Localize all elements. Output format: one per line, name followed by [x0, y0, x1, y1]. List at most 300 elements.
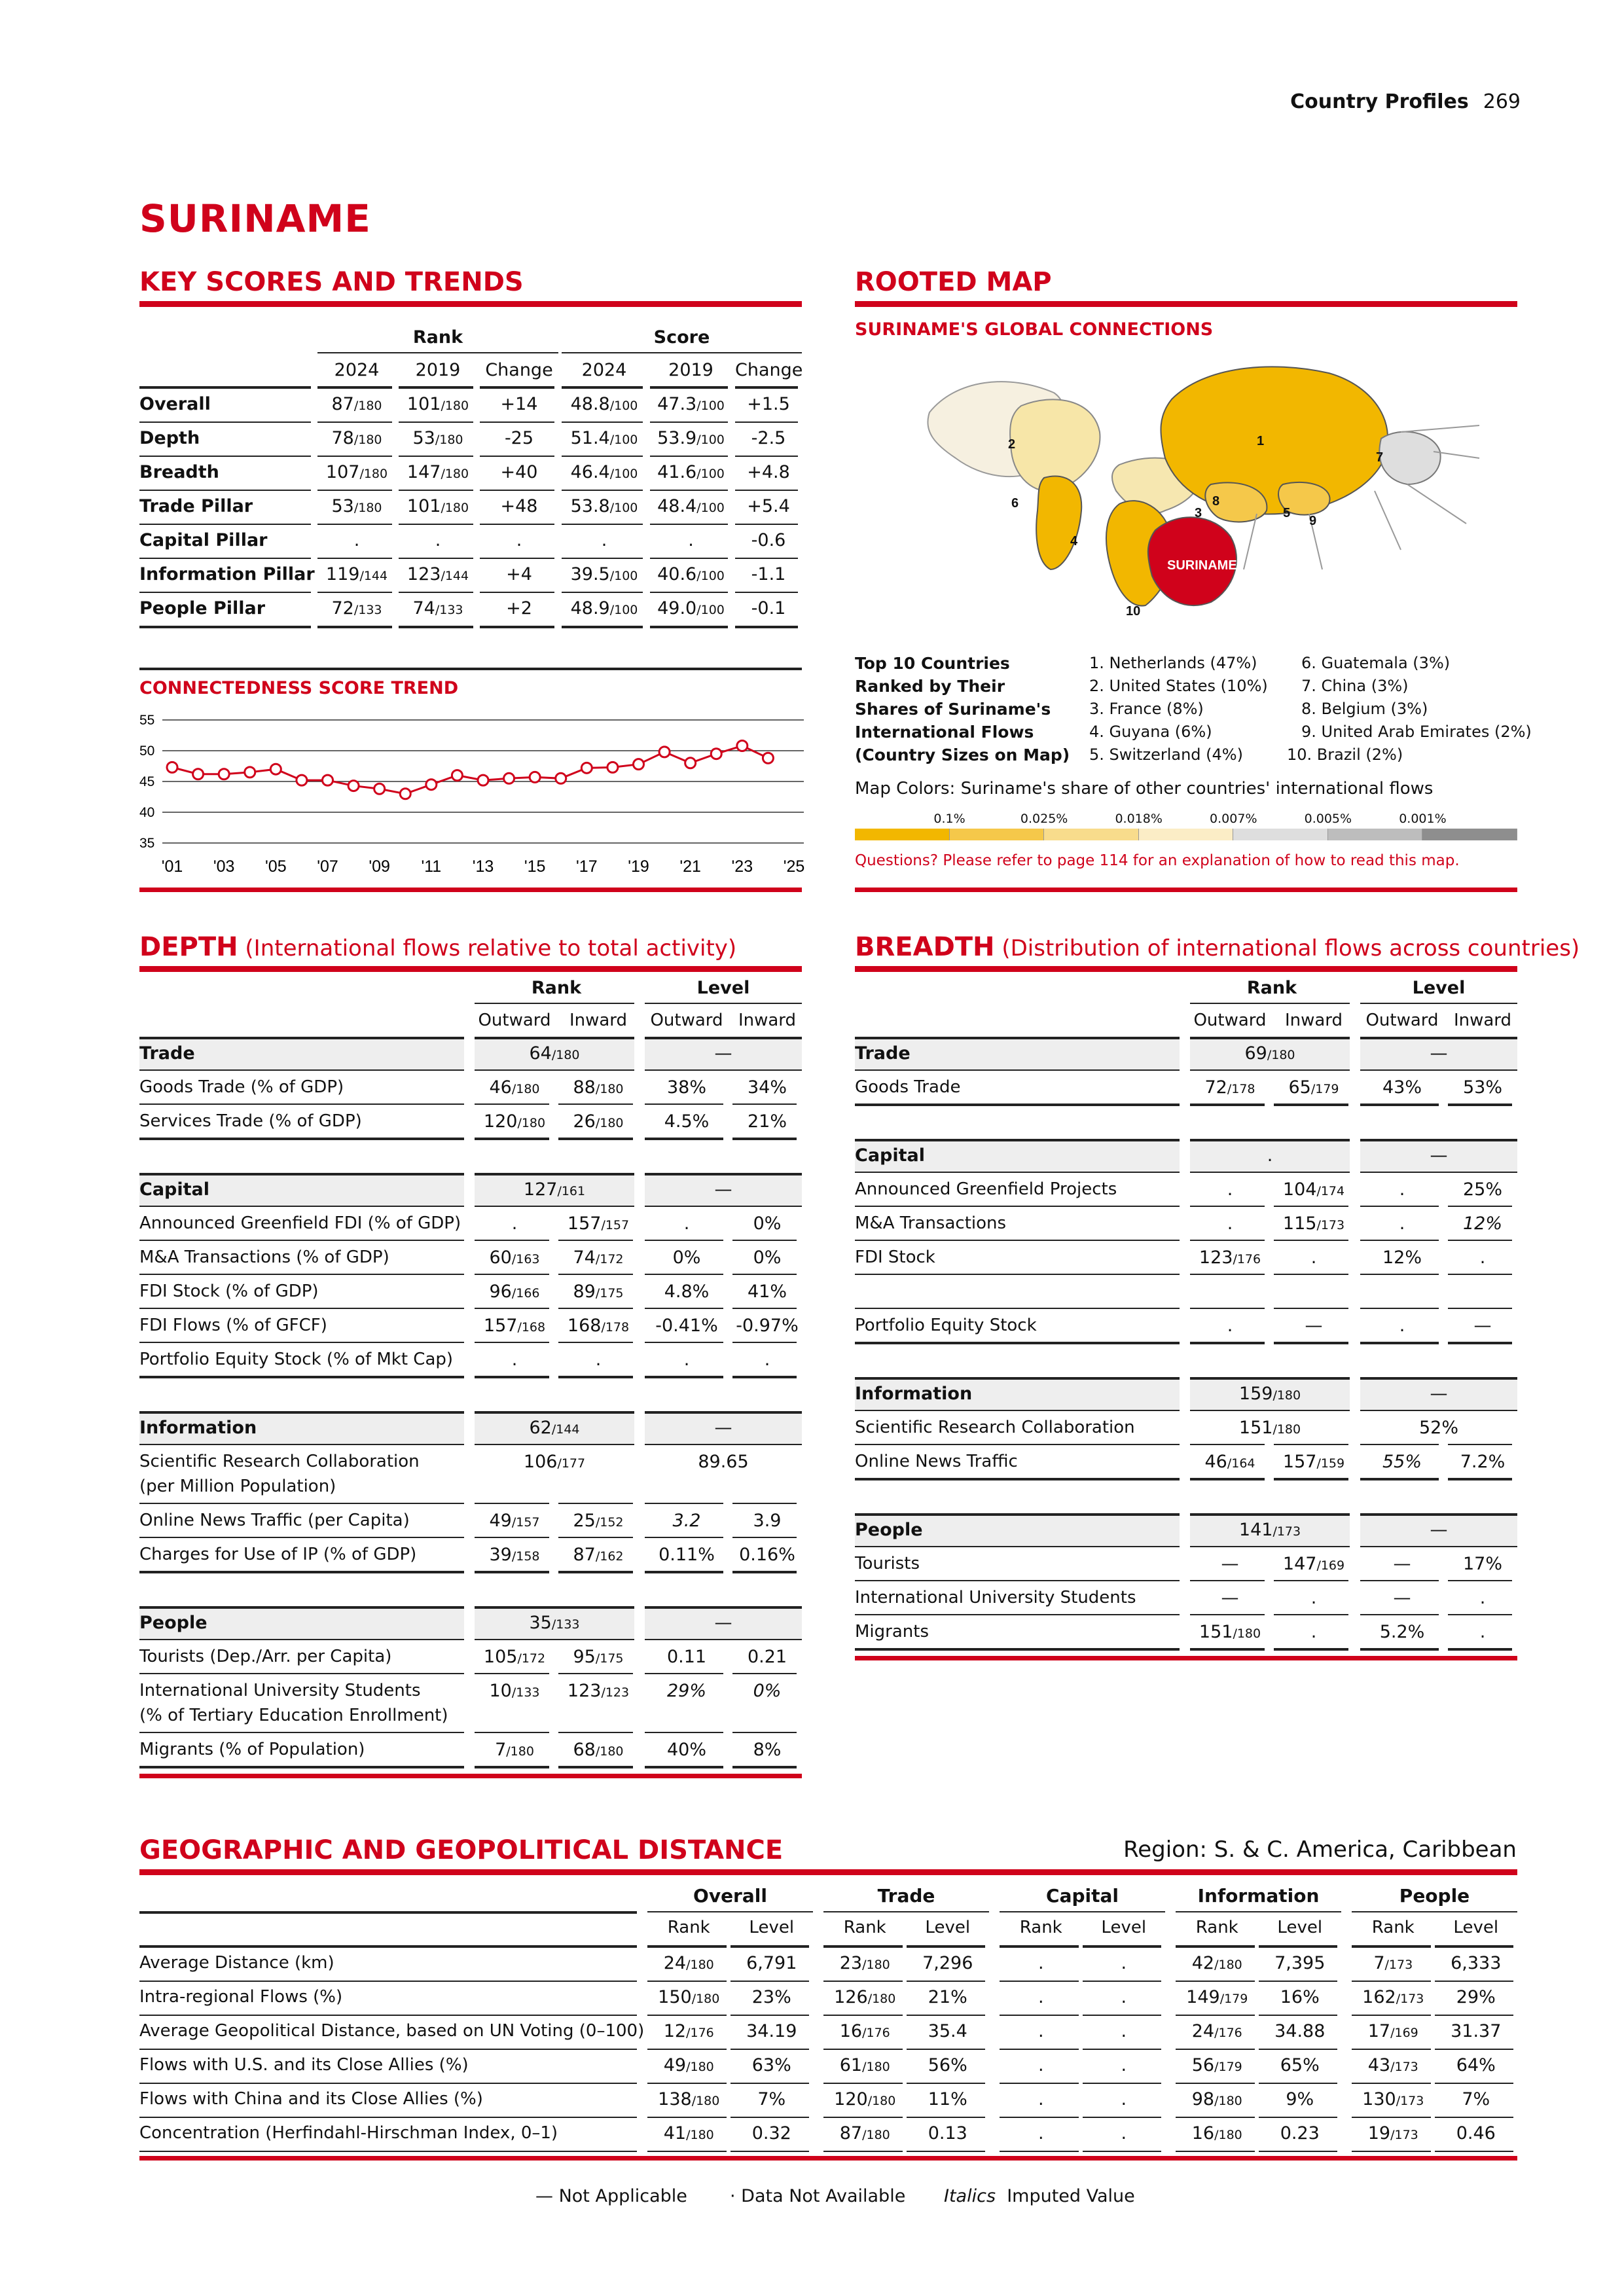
rule: [1360, 1206, 1439, 1207]
geo-cell-value: 150: [658, 1987, 692, 2007]
indicator-label: Charges for Use of IP (% of GDP): [139, 1545, 417, 1564]
level-inward: [732, 1511, 802, 1531]
level-inward: [1448, 1247, 1517, 1268]
rule: [1352, 2049, 1431, 2050]
rule: [907, 1945, 986, 1948]
merged-level: 52%: [1418, 1418, 1458, 1438]
rule: [855, 1580, 1180, 1581]
score-cell-denominator: /180: [441, 501, 469, 515]
level-inward-value: 53%: [1462, 1077, 1502, 1098]
rank-outward: [1190, 1452, 1270, 1472]
rule: [1190, 1003, 1350, 1004]
geo-cell: [731, 2055, 814, 2075]
level-outward: [645, 1350, 729, 1370]
rank-inward-denominator: /173: [1316, 1218, 1345, 1232]
rank-outward: [1190, 1588, 1270, 1608]
rule: [1448, 1240, 1512, 1241]
score-cell: [399, 564, 477, 584]
rule: [732, 1537, 797, 1538]
rule: [139, 2049, 637, 2050]
rule: [731, 2049, 810, 2050]
rule: [647, 2049, 727, 2050]
geo-cell-value: 34.88: [1274, 2021, 1326, 2041]
group-level: —: [1430, 1145, 1448, 1166]
score-cell-denominator: /180: [353, 433, 382, 447]
rule: [1000, 2015, 1079, 2016]
rank-inward-denominator: /123: [601, 1685, 630, 1700]
rule: [562, 386, 643, 389]
score-cell: [650, 564, 732, 584]
rank-inward-value: 89: [573, 1282, 596, 1302]
geo-cell-value: .: [1121, 2123, 1127, 2144]
level-outward: [645, 1740, 729, 1760]
rule: [475, 1103, 549, 1105]
page-header: [1290, 90, 1521, 113]
geo-cell-value: 0.13: [928, 2123, 967, 2144]
rank-inward-value: 157: [1282, 1452, 1317, 1472]
y-tick-label: 40: [139, 805, 155, 820]
depth-title: [139, 932, 736, 962]
rule: [139, 1206, 464, 1207]
geo-cell: [1176, 2089, 1259, 2109]
rank-outward: [475, 1545, 554, 1565]
trend-point: [504, 773, 514, 783]
rule: [1435, 2083, 1514, 2084]
geo-cell-value: 120: [834, 2089, 868, 2109]
rank-outward-denominator: /157: [511, 1515, 540, 1530]
depth-table: [139, 978, 802, 1803]
top10-list-left: [1089, 652, 1268, 766]
rank-inward-denominator: /180: [595, 1744, 624, 1759]
score-cell: [650, 428, 732, 448]
rank-outward: [475, 1740, 554, 1760]
rule: [139, 524, 311, 525]
score-cell-value: 40.6: [657, 564, 697, 584]
rule: [139, 2015, 637, 2016]
level-inward-value: 0%: [753, 1247, 782, 1268]
column-header: 2019: [415, 360, 461, 380]
rule: [139, 490, 311, 491]
score-cell: [399, 598, 477, 619]
score-cell: [317, 530, 396, 550]
indicator-label: Tourists: [855, 1554, 920, 1573]
rule: [1274, 1614, 1348, 1615]
rank-inward-value: 123: [567, 1681, 602, 1701]
rank-inward: [558, 1350, 638, 1370]
rule: [475, 1503, 549, 1504]
column-header: Outward: [1365, 1011, 1439, 1030]
group-rank-denominator: /180: [1272, 1388, 1301, 1403]
column-header: Change: [735, 360, 803, 380]
section-rule: [855, 1656, 1517, 1660]
geo-cell: [1259, 2123, 1342, 2144]
rank-outward-value: 46: [489, 1077, 512, 1098]
geo-cell-value: 16%: [1280, 1987, 1320, 2007]
level-outward-value: —: [1393, 1588, 1411, 1608]
trend-point: [323, 775, 333, 785]
rule: [475, 1003, 634, 1004]
rule: [1352, 1911, 1517, 1912]
top10-label-line: Shares of Suriname's: [855, 700, 1051, 719]
geo-cell-denominator: /180: [867, 1992, 896, 2006]
top10-item: 2. United States (10%): [1089, 677, 1268, 695]
rule: [1176, 1911, 1341, 1912]
rule: [1083, 2049, 1162, 2050]
rule: [317, 626, 392, 628]
geo-cell: [1352, 1987, 1435, 2007]
level-outward-value: .: [683, 1350, 690, 1370]
rule: [731, 2015, 810, 2016]
geo-cell: [1435, 1987, 1518, 2007]
rule: [1190, 1069, 1350, 1071]
geo-cell-value: 11%: [928, 2089, 967, 2109]
rule: [562, 592, 643, 593]
score-cell-value: 41.6: [657, 462, 697, 482]
rank-outward-denominator: /166: [511, 1286, 540, 1300]
score-cell: [650, 462, 732, 482]
rank-inward-value: 26: [573, 1111, 596, 1132]
geo-cell: [1435, 2021, 1518, 2041]
score-cell-value: +1.5: [747, 394, 790, 414]
rule: [647, 2151, 727, 2152]
scale-label: 0.007%: [1210, 812, 1257, 826]
rule: [139, 1069, 464, 1071]
score-cell: [650, 530, 732, 550]
rule: [907, 2015, 986, 2016]
score-cell: [317, 462, 396, 482]
rule: [855, 1274, 1180, 1275]
rule: [1190, 1206, 1265, 1207]
rule: [399, 386, 473, 389]
rule: [139, 1240, 464, 1241]
score-cell: [735, 394, 802, 414]
indicator-label: FDI Stock: [855, 1247, 935, 1267]
geo-cell: [823, 1953, 907, 1973]
rule: [399, 558, 473, 559]
rule: [731, 1945, 810, 1948]
rule: [645, 1639, 802, 1640]
geo-cell-value: 9%: [1286, 2089, 1314, 2109]
rule: [139, 626, 311, 628]
trend-point: [219, 769, 229, 780]
score-cell-value: .: [688, 530, 694, 550]
rule: [562, 558, 643, 559]
rule: [558, 1732, 633, 1733]
group-heading: Information: [855, 1384, 973, 1404]
group-rank: [1190, 1043, 1350, 1064]
rule: [558, 1103, 633, 1105]
rank-inward: [1274, 1554, 1354, 1574]
geo-cell: [1083, 2123, 1166, 2144]
level-outward-value: —: [1393, 1554, 1411, 1574]
rule: [1360, 1069, 1517, 1071]
geo-cell: [907, 2089, 990, 2109]
geo-cell-value: .: [1121, 2089, 1127, 2109]
trend-top-rule: [139, 668, 802, 670]
rank-group-header: Rank: [412, 327, 463, 348]
top10-item: 5. Switzerland (4%): [1089, 745, 1243, 764]
rule: [139, 1945, 637, 1948]
rule: [645, 1103, 723, 1105]
geo-cell: [1259, 1953, 1342, 1973]
rule: [735, 422, 798, 423]
rule: [475, 1766, 549, 1768]
level-inward-value: .: [1479, 1588, 1486, 1608]
top10-list-right: [1287, 652, 1532, 766]
score-cell: [735, 462, 802, 482]
rule: [1190, 1580, 1265, 1581]
rank-outward: [1190, 1316, 1270, 1336]
score-cell: [562, 428, 647, 448]
rule: [732, 1503, 797, 1504]
group-level: —: [1430, 1043, 1448, 1064]
rule: [855, 1342, 1180, 1344]
x-tick-label: '03: [213, 857, 235, 876]
rule: [139, 1444, 464, 1445]
legend-not-applicable: — Not Applicable: [535, 2186, 687, 2206]
rank-outward: [475, 1282, 554, 1302]
group-heading: Information: [139, 1418, 257, 1438]
indicator-label: Goods Trade (% of GDP): [139, 1077, 344, 1097]
geo-cell-value: .: [1038, 2123, 1044, 2144]
rank-outward: [1190, 1077, 1270, 1098]
indicator-label: M&A Transactions: [855, 1213, 1007, 1233]
top10-label-line: International Flows: [855, 723, 1034, 742]
score-cell-value: 74: [412, 598, 435, 619]
rule: [650, 626, 728, 628]
geo-cell-value: 61: [839, 2055, 863, 2075]
rule: [1000, 2117, 1079, 2118]
rule: [645, 1069, 802, 1071]
score-cell-value: +40: [500, 462, 538, 482]
geo-cell-denominator: /176: [862, 2026, 890, 2040]
rank-inward-value: 25: [573, 1511, 596, 1531]
scale-swatch: [1422, 829, 1517, 840]
rank-outward-value: 96: [489, 1282, 512, 1302]
indicator-label: Online News Traffic: [855, 1452, 1018, 1471]
y-tick-label: 55: [139, 713, 155, 728]
level-inward: [1448, 1588, 1517, 1608]
rank-outward-value: .: [1227, 1316, 1233, 1336]
group-rank: [1190, 1145, 1350, 1166]
level-inward: [732, 1111, 802, 1132]
score-cell-value: 39.5: [570, 564, 610, 584]
geo-cell-value: 21%: [928, 1987, 967, 2007]
score-cell-value: 46.4: [570, 462, 610, 482]
top10-label-line: (Country Sizes on Map): [855, 745, 1070, 764]
geo-cell: [1083, 2089, 1166, 2109]
rule: [1190, 1410, 1350, 1411]
geo-cell: [1083, 1987, 1166, 2007]
score-cell-value: .: [516, 530, 522, 550]
map-number-2: 2: [1008, 437, 1016, 452]
rule: [562, 626, 643, 628]
score-cell-denominator: /100: [609, 501, 638, 515]
rule: [1360, 1003, 1517, 1004]
rule: [1360, 1410, 1517, 1411]
level-outward-value: .: [1399, 1179, 1405, 1200]
level-outward-value: 0.11: [666, 1647, 707, 1667]
geo-cell-value: .: [1038, 2021, 1044, 2041]
level-inward-value: .: [1479, 1247, 1486, 1268]
key-scores-table: [139, 321, 802, 628]
rank-outward: [475, 1350, 554, 1370]
level-outward: [1360, 1316, 1444, 1336]
rank-outward-denominator: /180: [517, 1116, 546, 1130]
score-cell: [317, 564, 396, 584]
level-inward-value: —: [1473, 1316, 1492, 1336]
geo-cell: [907, 1953, 990, 1973]
group-rank: [475, 1043, 634, 1064]
merged-rank-value: 151: [1238, 1418, 1273, 1438]
rank-outward: [475, 1681, 554, 1701]
rank-outward-value: .: [1227, 1213, 1233, 1234]
rule: [139, 1911, 637, 1914]
rule: [1176, 1981, 1255, 1982]
rule: [139, 1376, 464, 1378]
rule: [558, 1503, 633, 1504]
geo-sub-header: Level: [1277, 1918, 1323, 1937]
x-tick-label: '19: [628, 857, 649, 876]
rule: [732, 1240, 797, 1241]
section-rule: [139, 2156, 1517, 2161]
geo-cell-value: .: [1038, 1987, 1044, 2007]
geo-cell-value: 31.37: [1451, 2021, 1502, 2041]
geo-cell-value: 87: [839, 2123, 863, 2144]
scale-label: 0.018%: [1115, 812, 1163, 826]
rule: [1000, 2049, 1079, 2050]
level-outward-value: .: [683, 1213, 690, 1234]
section-rule: [855, 888, 1517, 892]
level-outward: [1360, 1622, 1444, 1642]
geo-row-label: Intra-regional Flows (%): [139, 1987, 343, 2007]
level-inward: [732, 1545, 802, 1565]
rank-inward-value: —: [1305, 1316, 1323, 1336]
rule: [855, 1103, 1180, 1106]
rule: [1274, 1342, 1348, 1344]
score-cell-denominator: /133: [353, 603, 382, 617]
rank-inward-denominator: /157: [601, 1218, 630, 1232]
score-cell: [562, 530, 647, 550]
rank-outward-denominator: /133: [511, 1685, 540, 1700]
rank-inward-denominator: /169: [1316, 1558, 1345, 1573]
geo-cell: [1435, 2089, 1518, 2109]
rule: [1259, 2015, 1338, 2016]
level-inward-value: 3.9: [753, 1511, 782, 1531]
trend-point: [400, 789, 410, 799]
rule: [650, 490, 728, 491]
indicator-label: FDI Stock (% of GDP): [139, 1282, 319, 1301]
level-outward-value: 55%: [1382, 1452, 1422, 1472]
geo-cell: [1176, 2055, 1259, 2075]
score-cell: [480, 564, 558, 584]
group-rank-value: 62: [529, 1418, 552, 1438]
geo-cell-value: 56%: [928, 2055, 967, 2075]
geo-row-label: Flows with China and its Close Allies (%): [139, 2089, 483, 2109]
geo-cell-denominator: /180: [686, 2128, 714, 2142]
map-number-5: 5: [1283, 506, 1291, 520]
rule: [562, 456, 643, 457]
level-inward-value: .: [764, 1350, 770, 1370]
trend-point: [193, 769, 204, 780]
merged-rank-denominator: /177: [557, 1456, 586, 1471]
rank-inward: [1274, 1247, 1354, 1268]
rule: [558, 1240, 633, 1241]
score-cell: [562, 564, 647, 584]
rule: [855, 1614, 1180, 1615]
geo-cell-denominator: /180: [862, 2060, 890, 2074]
group-heading: Capital: [139, 1179, 209, 1200]
rule: [1274, 1308, 1348, 1309]
rule: [1259, 1981, 1338, 1982]
rule: [732, 1376, 797, 1378]
trend-point: [245, 767, 255, 778]
rule: [1352, 1945, 1431, 1948]
rank-outward: [475, 1213, 554, 1234]
level-outward: [1360, 1588, 1444, 1608]
rule: [732, 1103, 797, 1105]
rank-outward: [1190, 1179, 1270, 1200]
rank-inward: [558, 1681, 638, 1701]
rule: [1352, 2083, 1431, 2084]
level-inward: [1448, 1179, 1517, 1200]
group-heading: Trade: [139, 1043, 195, 1064]
rule: [855, 1648, 1180, 1651]
rank-outward-value: 49: [489, 1511, 512, 1531]
rank-outward-denominator: /178: [1227, 1082, 1255, 1096]
rank-inward-value: .: [595, 1350, 602, 1370]
group-rank-value: 64: [529, 1043, 552, 1064]
level-inward-value: .: [1479, 1622, 1486, 1642]
level-outward-value: 0.11%: [659, 1545, 715, 1565]
score-cell-denominator: /144: [441, 569, 469, 583]
rule: [1360, 1478, 1439, 1480]
geo-cell-value: 130: [1362, 2089, 1396, 2109]
rank-inward-value: 168: [567, 1316, 602, 1336]
geo-cell-value: 43: [1367, 2055, 1391, 2075]
geo-cell-denominator: /180: [686, 1958, 714, 1972]
group-rank-value: 35: [529, 1613, 552, 1633]
rule: [139, 422, 311, 423]
geo-cell-denominator: /180: [867, 2094, 896, 2108]
level-inward: [732, 1740, 802, 1760]
rank-inward-value: .: [1310, 1588, 1317, 1608]
group-rank-denominator: /133: [551, 1617, 580, 1632]
group-level: —: [1430, 1384, 1448, 1404]
geo-cell-value: .: [1038, 2089, 1044, 2109]
score-cell: [480, 428, 558, 448]
geo-cell-value: 24: [663, 1953, 687, 1973]
rule: [475, 1138, 549, 1140]
rule: [647, 1981, 727, 1982]
level-inward: [1448, 1452, 1517, 1472]
trend-point: [737, 740, 748, 751]
score-cell-value: 101: [406, 394, 441, 414]
breadth-subtitle: (Distribution of international flows across countries): [994, 935, 1580, 961]
rule: [907, 2049, 986, 2050]
rooted-map-subtitle: SURINAME'S GLOBAL CONNECTIONS: [855, 319, 1214, 340]
score-cell-value: -25: [504, 428, 534, 448]
rule: [1176, 2151, 1255, 2152]
score-cell-value: -1.1: [751, 564, 786, 584]
map-suriname-label: SURINAME: [1167, 558, 1237, 573]
level-inward: [732, 1077, 802, 1098]
geo-cell-denominator: /180: [1214, 1958, 1242, 1972]
geo-cell-value: 17: [1367, 2021, 1391, 2041]
group-rank-denominator: /180: [1267, 1048, 1295, 1062]
geo-cell: [1176, 1987, 1259, 2007]
rank-inward-value: 115: [1282, 1213, 1317, 1234]
